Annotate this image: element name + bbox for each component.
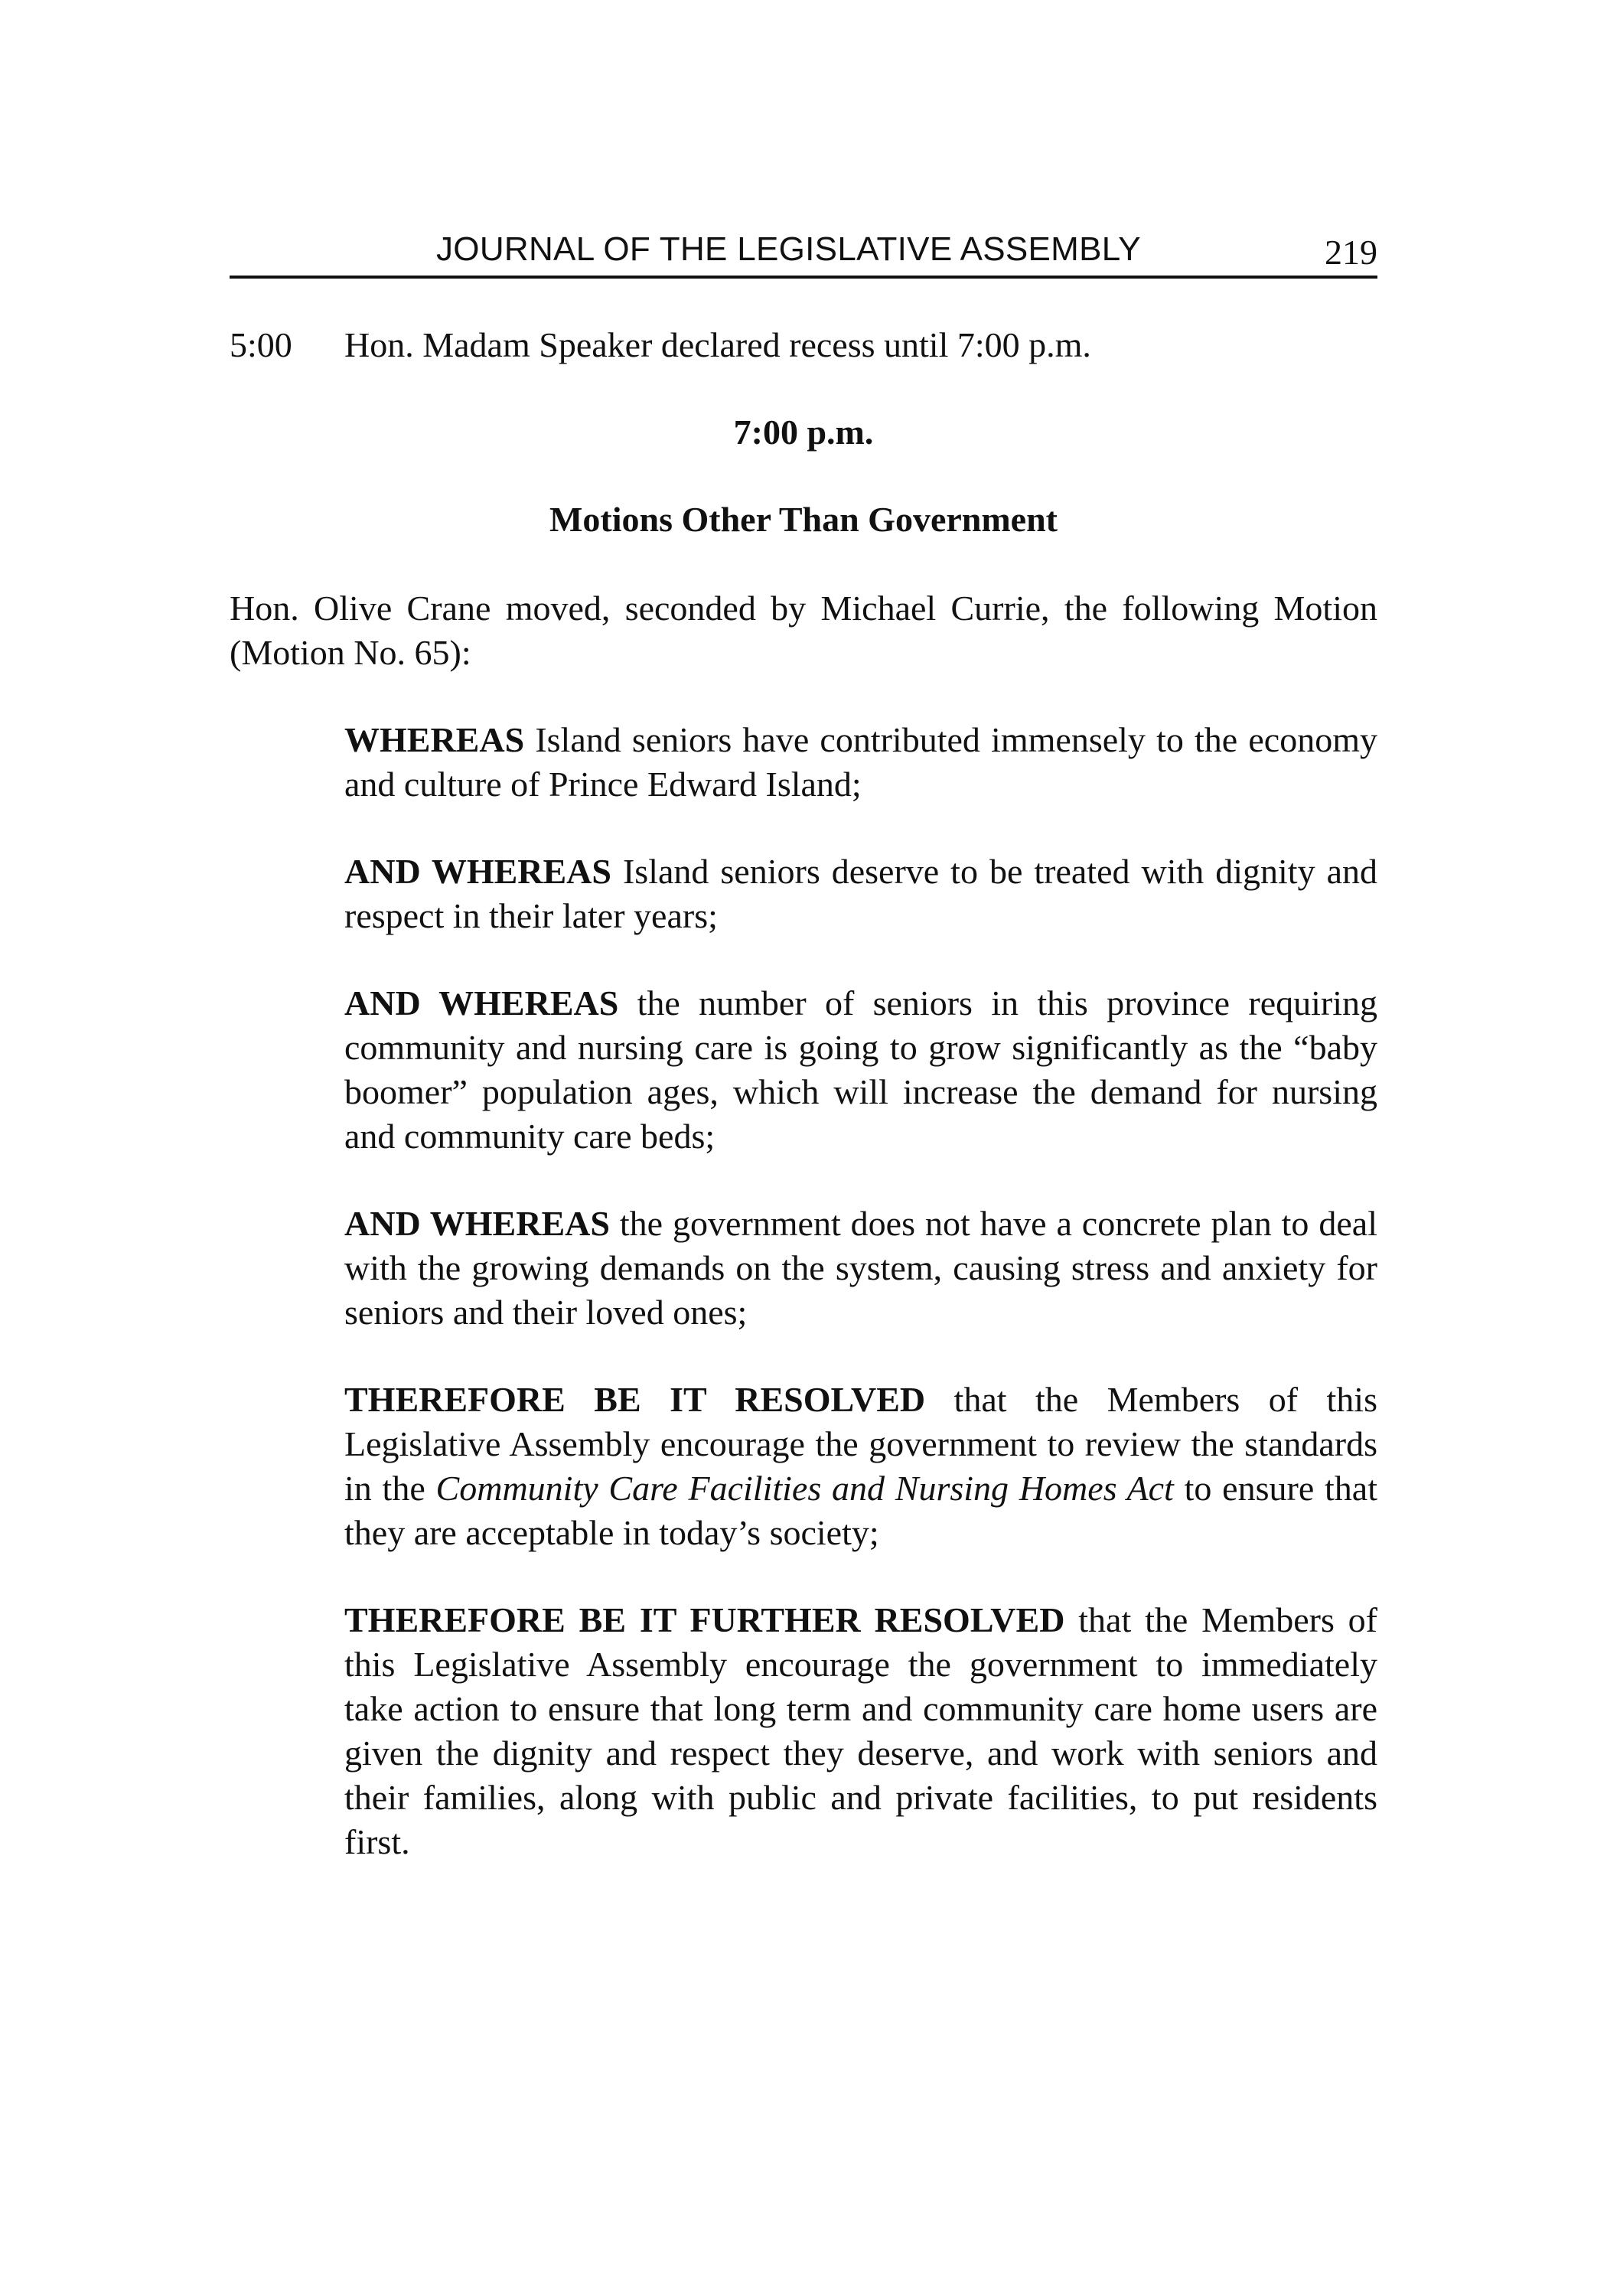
section-heading: Motions Other Than Government — [549, 500, 1058, 539]
whereas-clause-2 — [344, 850, 1377, 938]
clause-text: the number of seniors in this province requiring community and nursing care is going to grow significantly as the “baby boomer” population ages, which will increase the demand for nursing and community care beds; — [344, 983, 1377, 1156]
journal-page — [230, 230, 1377, 1900]
clause-lead: AND WHEREAS — [344, 852, 611, 891]
clause-text: Island seniors deserve to be treated with dignity and respect in their later years; — [344, 852, 1378, 935]
running-header — [230, 230, 1377, 279]
page-number: 219 — [1325, 233, 1377, 272]
clause-text: that the Members of this Legislative Assembly encourage the government to immediately take action to ensure that long term and community care home users are given the dignity and respect they deserve, and work with seniors and their families, along with public and private facilities, to put residents first. — [344, 1600, 1377, 1861]
clause-text: the government does not have a concrete plan to deal with the growing demands on the system, causing stress and anxiety for seniors and their loved ones; — [344, 1204, 1377, 1332]
time-heading: 7:00 p.m. — [733, 413, 874, 452]
clause-lead: THEREFORE BE IT RESOLVED — [344, 1380, 926, 1419]
resolved-clause-2 — [344, 1598, 1377, 1864]
resolved-clause-1 — [344, 1378, 1377, 1555]
clause-text: to ensure that they are acceptable in today’s society; — [344, 1469, 1377, 1552]
clause-lead: AND WHEREAS — [344, 983, 619, 1022]
motion-intro: Hon. Olive Crane moved, seconded by Michael Currie, the following Motion (Motion No. 65): — [230, 589, 1377, 672]
recess-time: 5:00 — [230, 325, 292, 364]
whereas-clause-1 — [344, 718, 1377, 807]
recess-text: Hon. Madam Speaker declared recess until 7:00 p.m. — [344, 325, 1091, 364]
act-title: Community Care Facilities and Nursing Homes Act — [435, 1469, 1174, 1508]
clause-lead: THEREFORE BE IT FURTHER RESOLVED — [344, 1600, 1065, 1639]
whereas-clause-4 — [344, 1202, 1377, 1335]
whereas-clause-3 — [344, 981, 1377, 1159]
clause-text: that the Members of this Legislative Assembly encourage the government to review the standards in the — [344, 1380, 1377, 1508]
journal-title: JOURNAL OF THE LEGISLATIVE ASSEMBLY — [436, 230, 1141, 268]
recess-entry — [230, 323, 1377, 367]
clause-lead: AND WHEREAS — [344, 1204, 610, 1243]
clause-text: Island seniors have contributed immensely to the economy and culture of Prince Edward Island; — [344, 720, 1377, 804]
clause-lead: WHEREAS — [344, 720, 525, 759]
